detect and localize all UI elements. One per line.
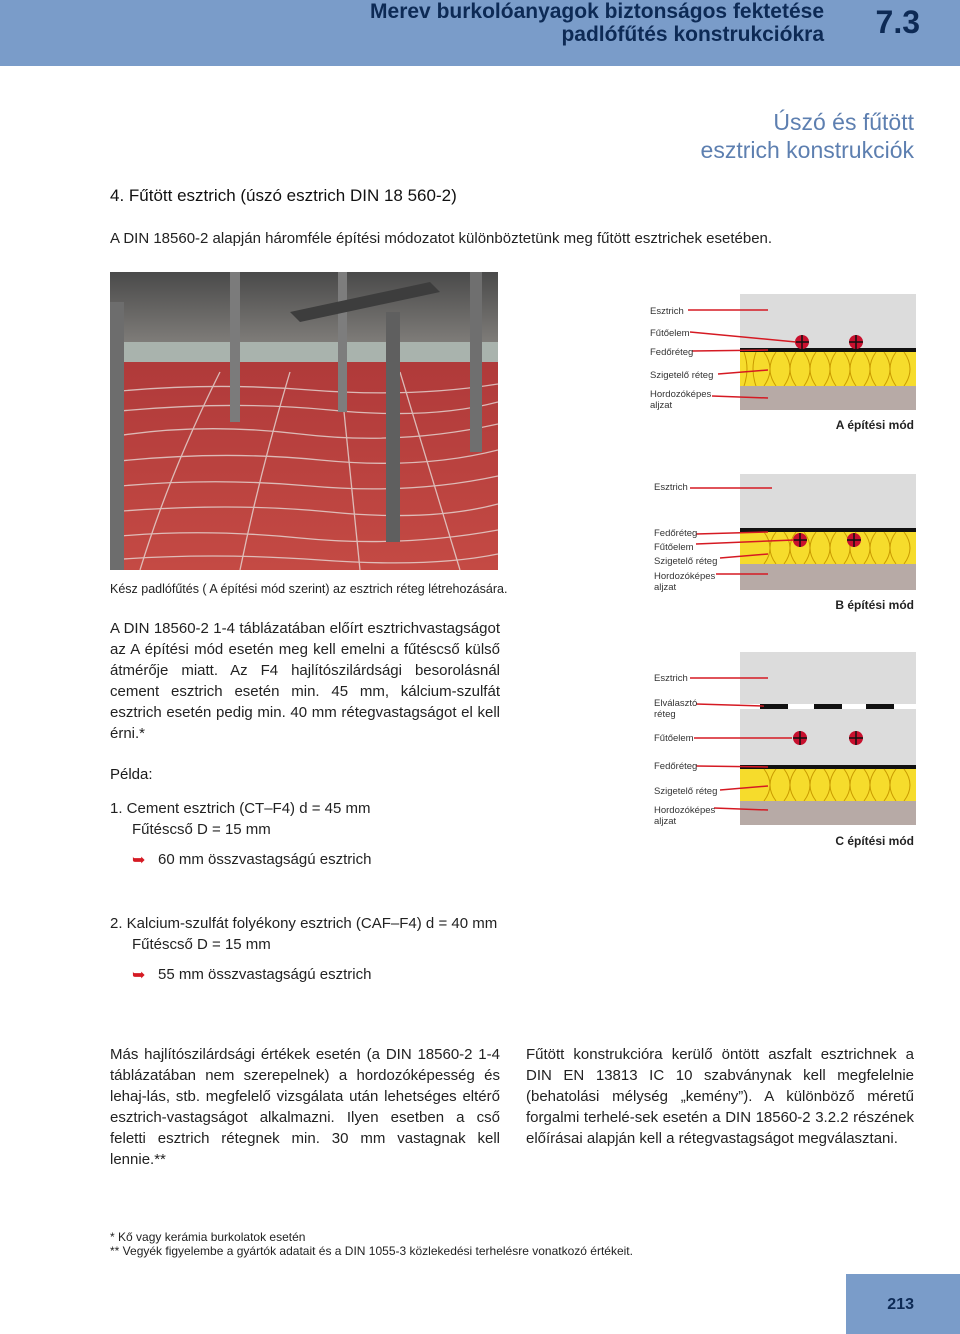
diagram-c-label-futoelem: Fűtőelem [654,733,694,744]
example-1-line2: Fűtéscső D = 15 mm [132,821,271,838]
diagram-b-label-szigetelo: Szigetelő réteg [654,556,718,567]
diagram-a-label-esztrich: Esztrich [650,306,684,317]
diagram-a-label-aljzat: aljzat [650,400,673,411]
example-2-result: 55 mm összvastagságú esztrich [158,966,372,983]
header-title [370,0,824,46]
diagram-b-label-esztrich: Esztrich [654,482,688,493]
diagram-b-label-hordozo: Hordozóképes [654,571,716,582]
header-title-line1: Merev burkolóanyagok biztonságos fektetése [370,0,824,23]
diagram-b-mode: B építési mód [835,598,914,612]
footnote-2: ** Vegyék figyelembe a gyártók adatait és a DIN 1055-3 közlekedési terhelésre vonatkozó értékeit. [110,1244,633,1258]
arrow-right-icon: ➥ [132,852,146,869]
diagram-c-label-reteg: réteg [654,709,676,720]
floor-heating-photo [110,272,498,570]
example-2-line2: Fűtéscső D = 15 mm [132,936,271,953]
section-title-line2: esztrich konstrukciók [700,137,914,163]
diagram-a-label-futoelem: Fűtőelem [650,328,690,339]
paragraph-thickness: A DIN 18560-2 1-4 táblázatában előírt esztrichvastagságot az A építési mód esetén meg kell emelni a fűtéscső külső átmérője miatt. Az F4 hajlítószilárdsági besorolásnál cement esztrich esetén min. 45 mm, kálcium-szulfát esztrich esetén pedig min. 40 mm rétegvastagságot el kell érni.* [110,620,500,742]
note-right: Fűtött konstrukcióra kerülő öntött aszfalt esztrichnek a DIN EN 13813 IC 10 szabványnak kell megfelelnie (behatolási mélység „kemény”). A különböző méretű forgalmi terhelé-sek esetén a DIN 18560-2 3.2.2 részének előírásai alapján kell a rétegvastagságot megválasztani. [526,1046,914,1147]
diagram-a-label-hordozo: Hordozóképes [650,389,712,400]
diagram-a-label-szigetelo: Szigetelő réteg [650,370,714,381]
page-number: 213 [887,1296,914,1313]
diagram-b-label-fedoreteg: Fedőréteg [654,528,698,539]
diagram-a-label-fedoreteg: Fedőréteg [650,347,694,358]
diagram-c-label-elvalaszto: Elválasztó [654,698,698,709]
section-title [701,108,914,164]
photo-caption: Kész padlófűtés ( A építési mód szerint) az esztrich réteg létrehozására. [110,582,508,596]
subsection-heading: 4. Fűtött esztrich (úszó esztrich DIN 18 560-2) [110,186,457,205]
diagram-c-label-esztrich: Esztrich [654,673,688,684]
section-title-line1: Úszó és fűtött [773,109,914,135]
section-number: 7.3 [875,4,920,40]
header-title-line2: padlófűtés konstrukciókra [561,23,824,46]
diagram-b-label-aljzat: aljzat [654,582,677,593]
arrow-right-icon: ➥ [132,967,146,984]
diagram-c-mode: C építési mód [835,834,914,848]
footnote-1: * Kő vagy kerámia burkolatok esetén [110,1230,306,1244]
example-1-line1: 1. Cement esztrich (CT–F4) d = 45 mm [110,800,371,817]
example-1-result: 60 mm összvastagságú esztrich [158,851,372,868]
example-2-line1: 2. Kalcium-szulfát folyékony esztrich (CAF–F4) d = 40 mm [110,915,498,932]
diagram-a-mode: A építési mód [835,418,914,432]
example-label: Példa: [110,766,153,783]
diagram-c-label-szigetelo: Szigetelő réteg [654,786,718,797]
intro-text: A DIN 18560-2 alapján háromféle építési módozatot különböztetünk meg fűtött esztrichek esetében. [110,230,773,247]
note-left: Más hajlítószilárdsági értékek esetén (a DIN 18560-2 1-4 táblázatában nem szerepelnek) a hordozóképesség és lehaj-lás, stb. megfelelő vizsgálata után lehetséges eltérő esztrich-vastagságot alkalmazni. Ilyen esetben a cső feletti esztrich rétegnek min. 30 mm vastagnak kell lennie.** [110,1046,500,1168]
diagram-c-label-aljzat: aljzat [654,816,677,827]
diagram-c-label-hordozo: Hordozóképes [654,805,716,816]
diagram-b-label-futoelem: Fűtőelem [654,542,694,553]
diagram-c-label-fedoreteg: Fedőréteg [654,761,698,772]
